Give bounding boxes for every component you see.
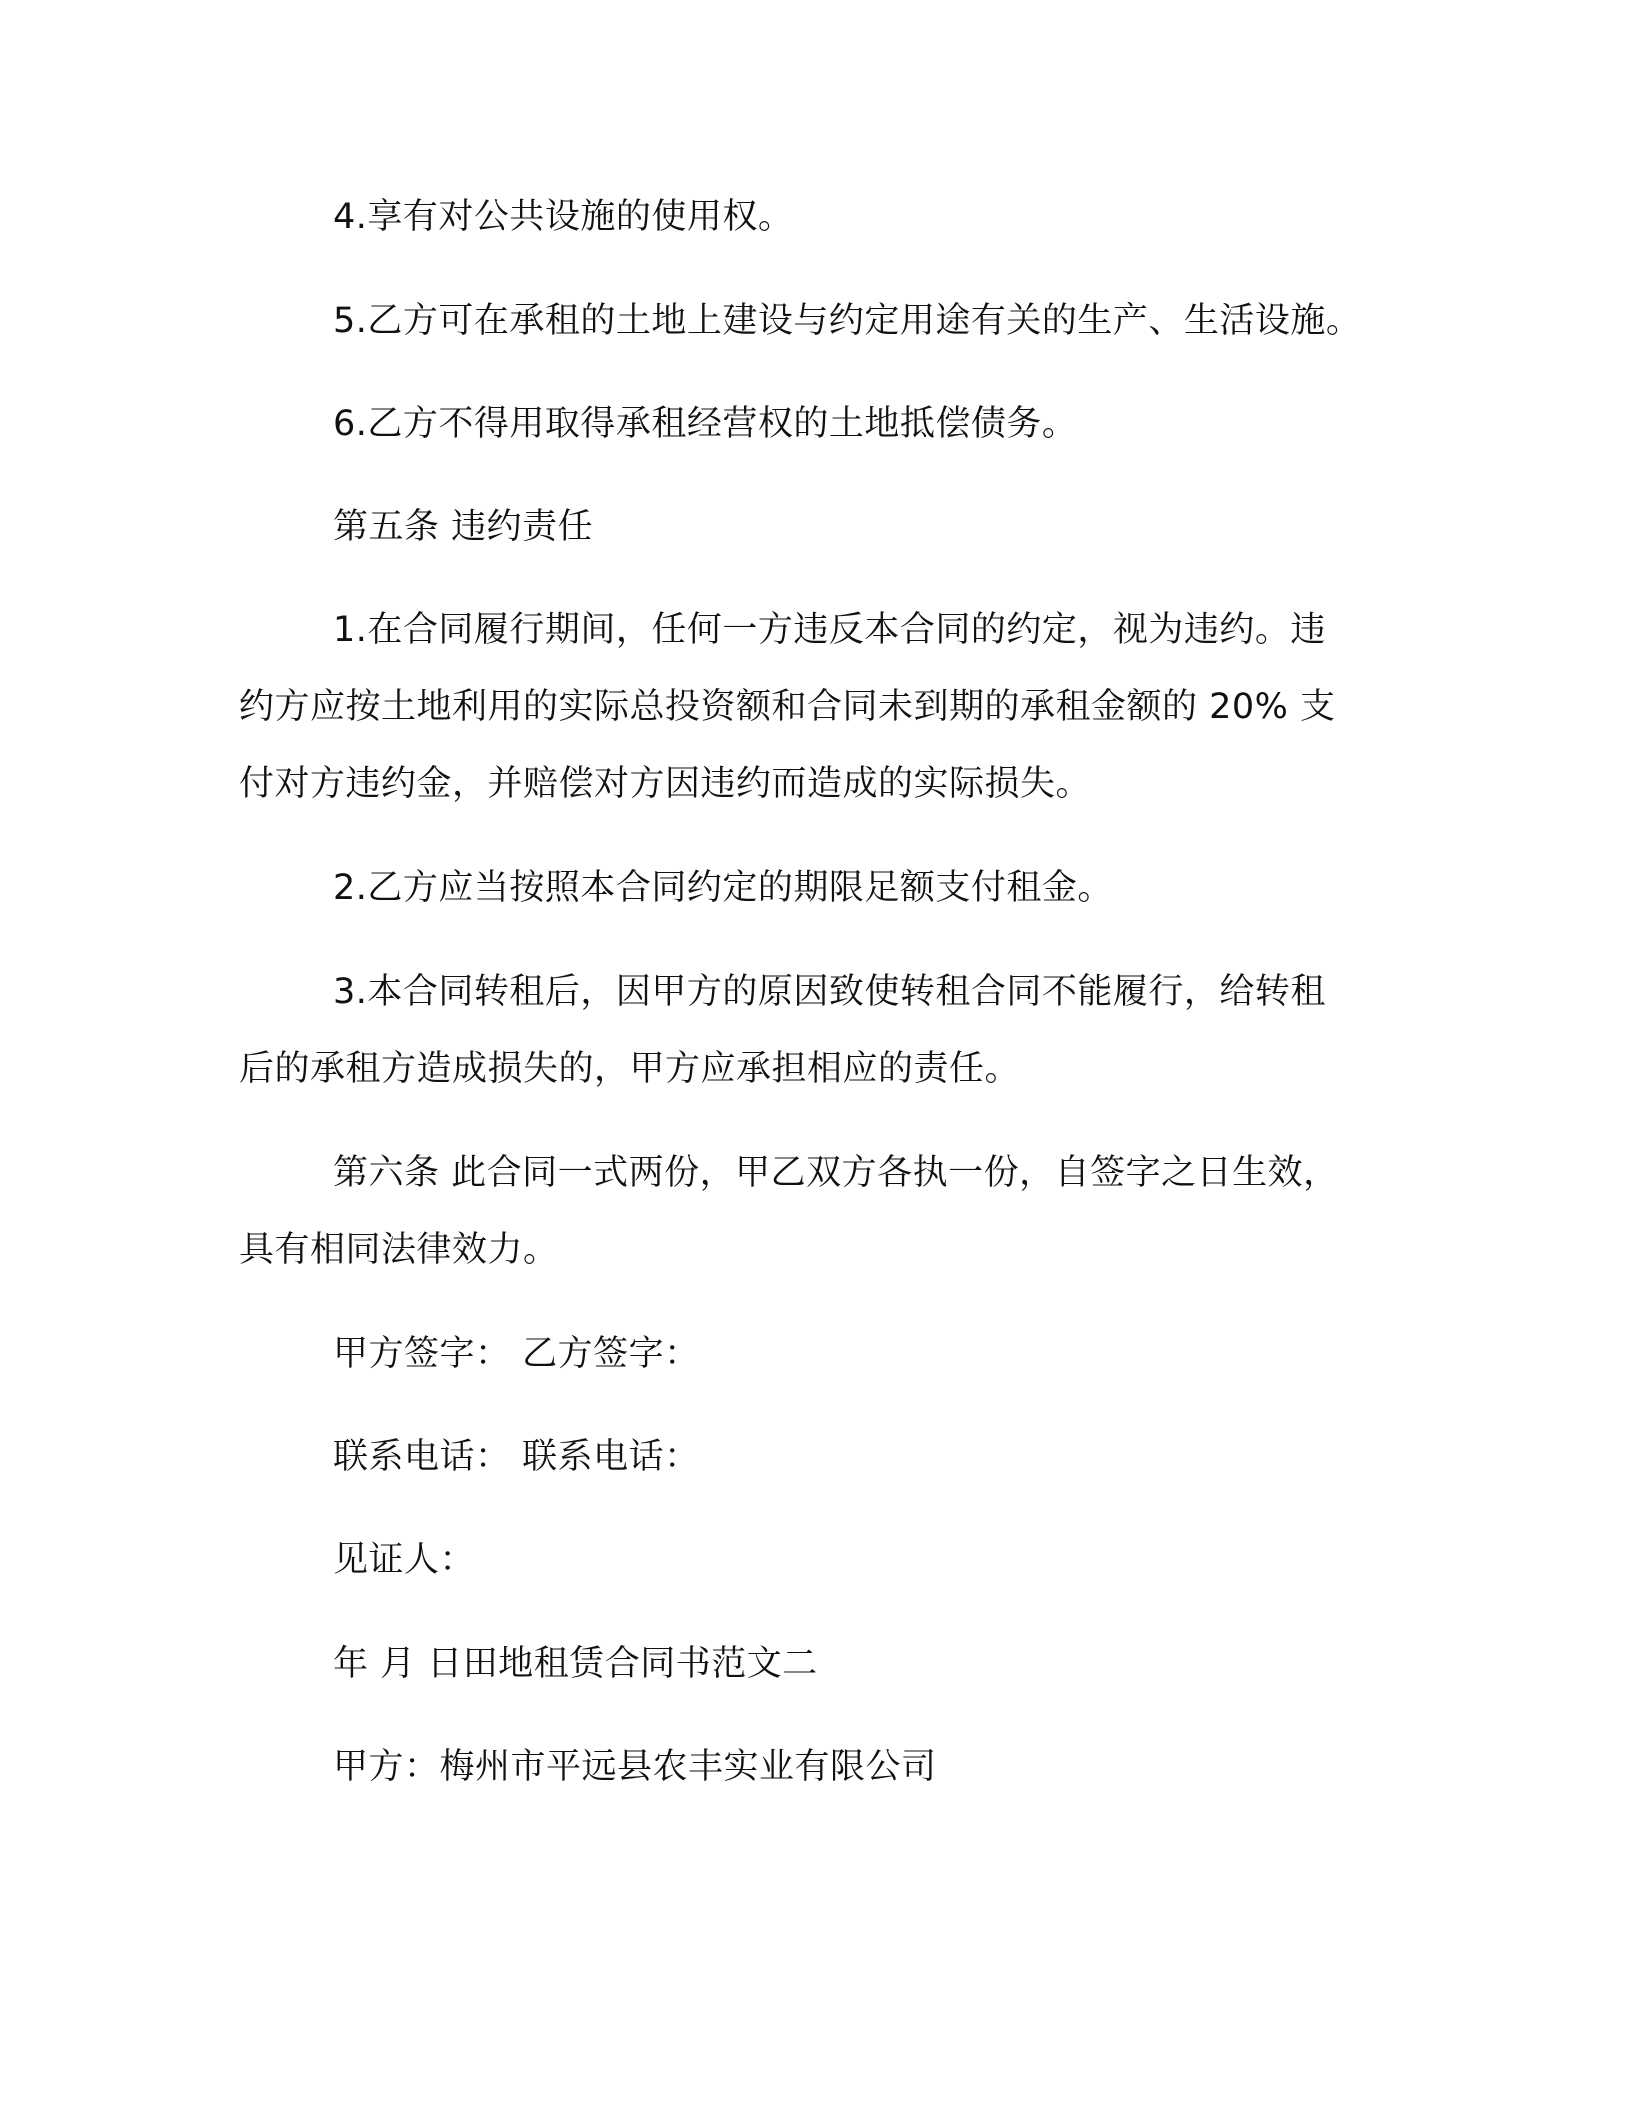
clause-4-public-facilities: 4.享有对公共设施的使用权。 [333, 197, 794, 237]
date-and-sample-title: 年 月 日田地租赁合同书范文二 [333, 1644, 818, 1684]
witness-line: 见证人： [333, 1540, 476, 1580]
article-5-heading: 第五条 违约责任 [333, 507, 594, 547]
party-a-line: 甲方：梅州市平远县农丰实业有限公司 [333, 1747, 937, 1787]
clause-5-construction-rights: 5.乙方可在承租的土地上建设与约定用途有关的生产、生活设施。 [333, 301, 1362, 341]
liability-2: 2.乙方应当按照本合同约定的期限足额支付租金。 [333, 868, 1113, 908]
liability-3-line-2: 后的承租方造成损失的，甲方应承担相应的责任。 [239, 1049, 1021, 1089]
contact-phone-line: 联系电话： 联系电话： [333, 1437, 700, 1477]
liability-1-line-3: 付对方违约金，并赔偿对方因违约而造成的实际损失。 [239, 764, 1092, 804]
liability-1-line-1: 1.在合同履行期间，任何一方违反本合同的约定，视为违约。违 [333, 610, 1326, 650]
article-6-line-2: 具有相同法律效力。 [239, 1230, 559, 1270]
clause-6-debt-restriction: 6.乙方不得用取得承租经营权的土地抵偿债务。 [333, 404, 1078, 444]
article-6-line-1: 第六条 此合同一式两份，甲乙双方各执一份，自签字之日生效， [333, 1153, 1339, 1193]
liability-1-line-2: 约方应按土地利用的实际总投资额和合同未到期的承租金额的 20% 支 [239, 687, 1336, 727]
liability-3-line-1: 3.本合同转租后，因甲方的原因致使转租合同不能履行，给转租 [333, 972, 1326, 1012]
signature-line: 甲方签字： 乙方签字： [333, 1334, 700, 1374]
